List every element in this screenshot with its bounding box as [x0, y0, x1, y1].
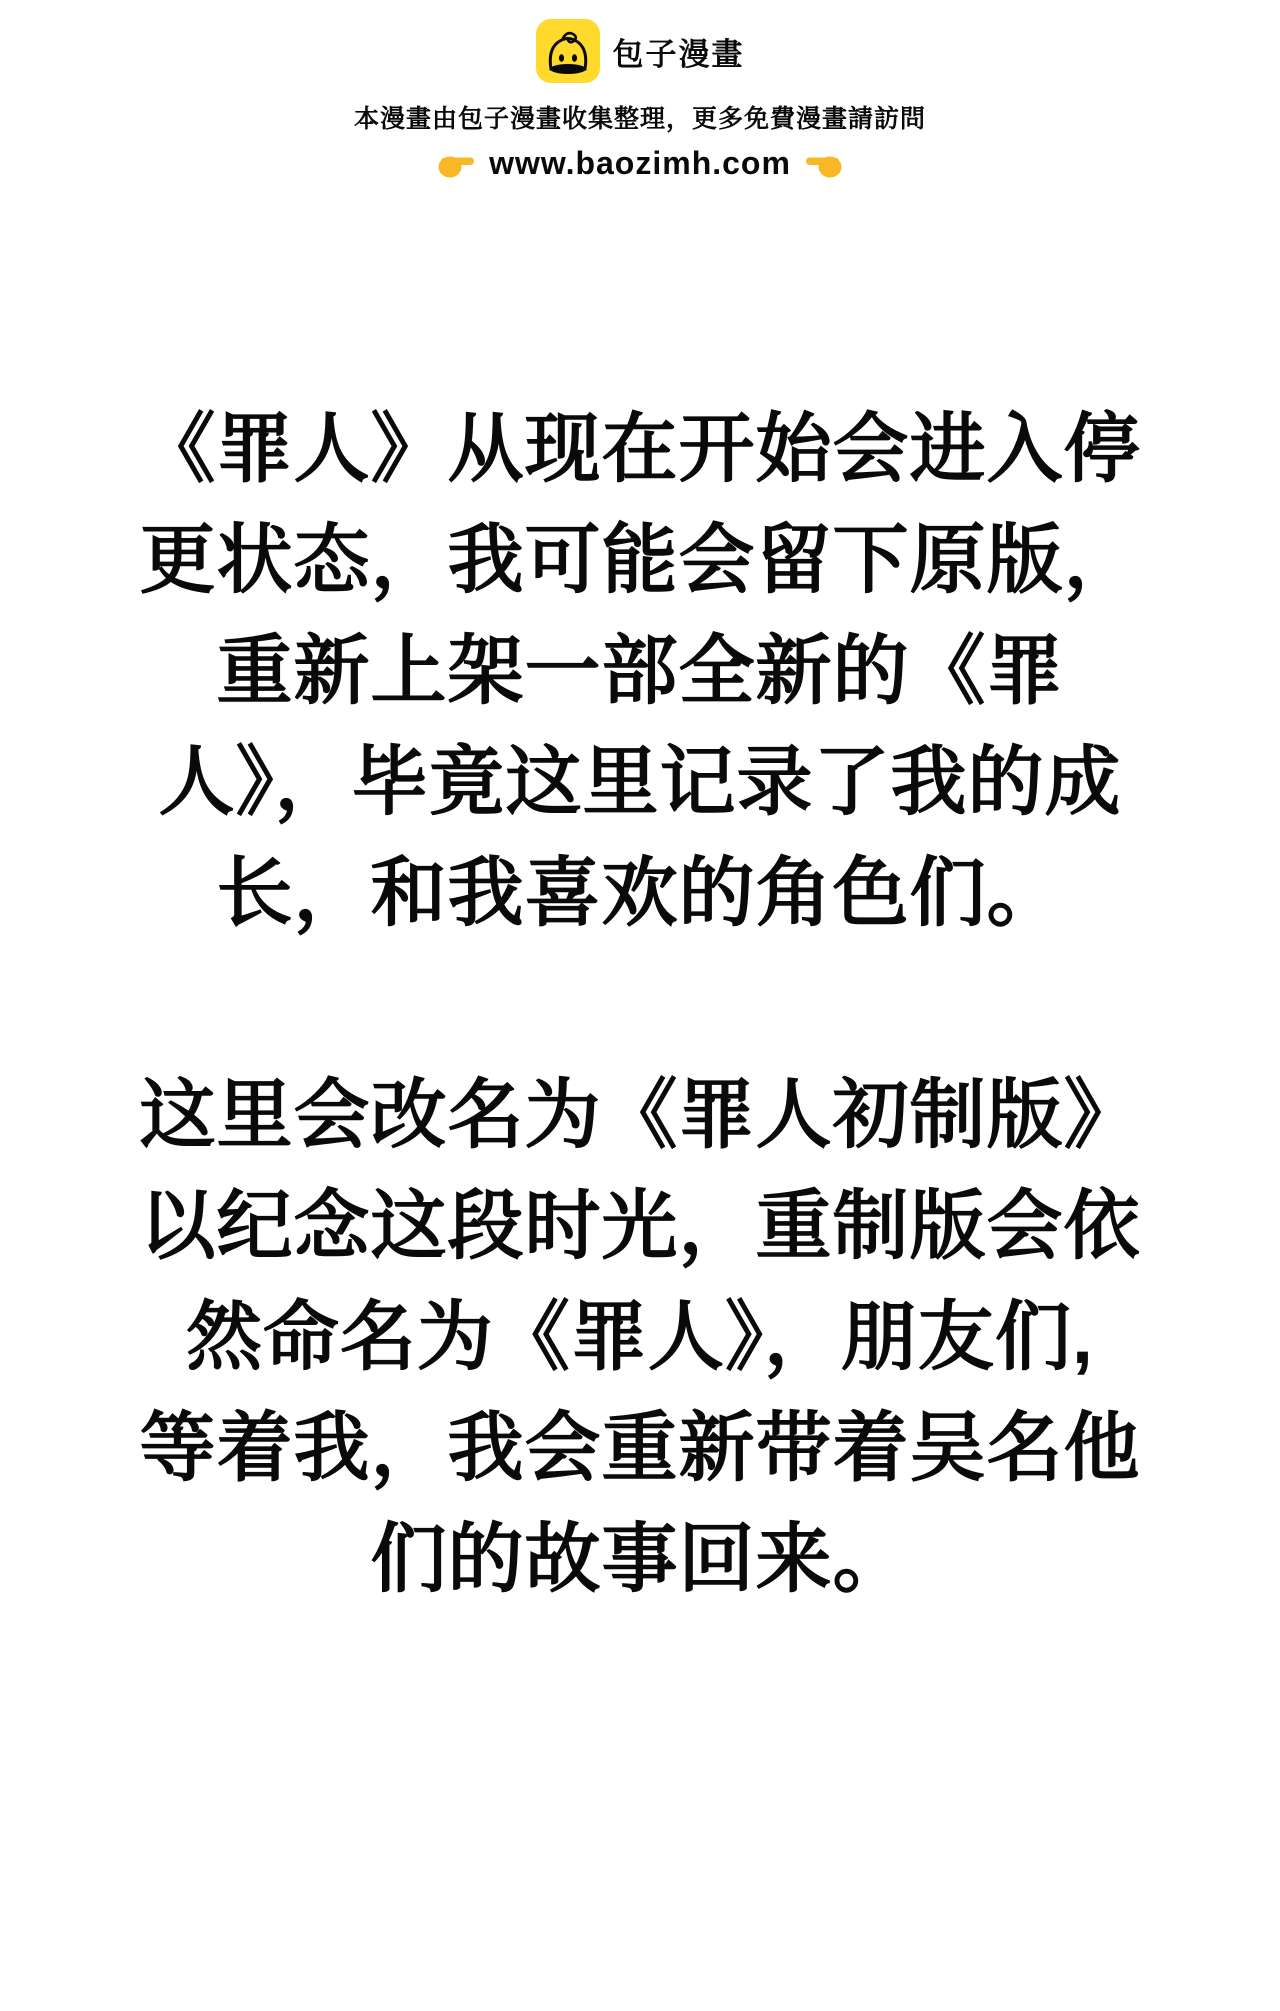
site-header: [0, 0, 1280, 182]
brand: [0, 18, 1280, 84]
text-line: 长，和我喜欢的角色们。: [216, 851, 1064, 936]
text-line: 以纪念这段时光，重制版会依: [139, 1184, 1141, 1269]
text-line: 人》，毕竟这里记录了我的成: [158, 740, 1122, 825]
site-url-row: [0, 145, 1280, 182]
paragraph-1: [0, 394, 1280, 949]
site-url[interactable]: www.baozimh.com: [489, 145, 791, 181]
text-line: 然命名为《罪人》，朋友们,: [185, 1295, 1095, 1380]
text-line: 等着我，我会重新带着吴名他: [139, 1406, 1141, 1491]
brand-name: 包子漫畫: [612, 36, 745, 72]
text-line: 更状态，我可能会留下原版，: [139, 518, 1141, 603]
point-left-icon: [805, 149, 843, 179]
announcement-text: [0, 394, 1280, 1615]
text-line: 这里会改名为《罪人初制版》: [139, 1073, 1141, 1158]
collection-notice-text: 本漫畫由包子漫畫收集整理，更多免費漫畫請訪問: [353, 105, 926, 133]
baozi-bun-logo-icon: [536, 19, 600, 83]
point-right-icon: [437, 149, 475, 179]
text-line: 《罪人》从现在开始会进入停: [139, 407, 1141, 492]
text-line: 重新上架一部全新的《罪: [216, 629, 1064, 714]
text-line: 们的故事回来。: [370, 1517, 910, 1602]
paragraph-2: [0, 1060, 1280, 1615]
